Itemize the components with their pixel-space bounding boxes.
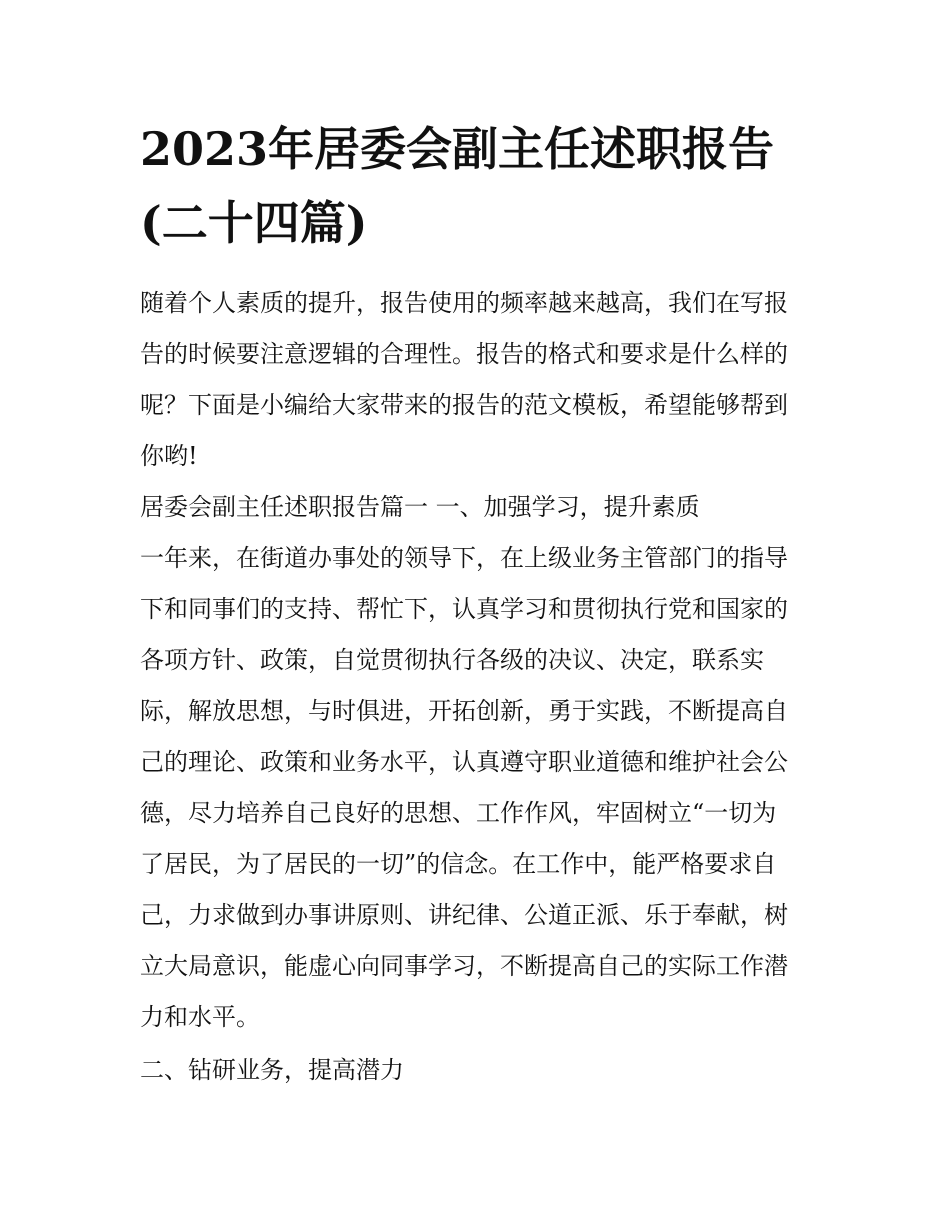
intro-paragraph (140, 278, 820, 482)
section1-line-10: 力和水平。 (140, 1003, 260, 1031)
section1-line-7: 了居民，为了居民的一切”的信念。在工作中，能严格要求自 (140, 850, 777, 878)
section-heading-1-text: 居委会副主任述职报告篇一 一、加强学习，提升素质 (140, 493, 700, 521)
section1-line-1: 一年来，在街道办事处的领导下，在上级业务主管部门的指导 (140, 544, 788, 572)
intro-line-3: 呢？下面是小编给大家带来的报告的范文模板，希望能够帮到 (140, 391, 788, 419)
section-1-paragraph (140, 533, 820, 1043)
section-heading-2-text: 二、钻研业务，提高潜力 (140, 1056, 404, 1084)
section1-line-2: 下和同事们的支持、帮忙下，认真学习和贯彻执行党和国家的 (140, 595, 788, 623)
section1-line-5: 己的理论、政策和业务水平，认真遵守职业道德和维护社会公 (140, 748, 788, 776)
section1-line-4: 际，解放思想，与时俱进，开拓创新，勇于实践，不断提高自 (140, 697, 788, 725)
section1-line-3: 各项方针、政策，自觉贯彻执行各级的决议、决定，联系实 (140, 646, 764, 674)
section1-line-6: 德，尽力培养自己良好的思想、工作作风，牢固树立“一切为 (140, 799, 777, 827)
page-title (140, 112, 820, 260)
section-heading-1 (140, 482, 820, 533)
section1-line-9: 立大局意识，能虚心向同事学习，不断提高自己的实际工作潜 (140, 952, 788, 980)
title-line-2: (二十四篇) (140, 196, 368, 250)
intro-line-2: 告的时候要注意逻辑的合理性。报告的格式和要求是什么样的 (140, 340, 788, 368)
intro-line-4: 你哟! (140, 442, 198, 470)
document-body (140, 278, 820, 1096)
title-line-1: 2023年居委会副主任述职报告 (140, 122, 775, 176)
intro-line-1: 随着个人素质的提升，报告使用的频率越来越高，我们在写报 (140, 289, 788, 317)
section1-line-8: 己，力求做到办事讲原则、讲纪律、公道正派、乐于奉献，树 (140, 901, 788, 929)
section-heading-2 (140, 1045, 820, 1096)
